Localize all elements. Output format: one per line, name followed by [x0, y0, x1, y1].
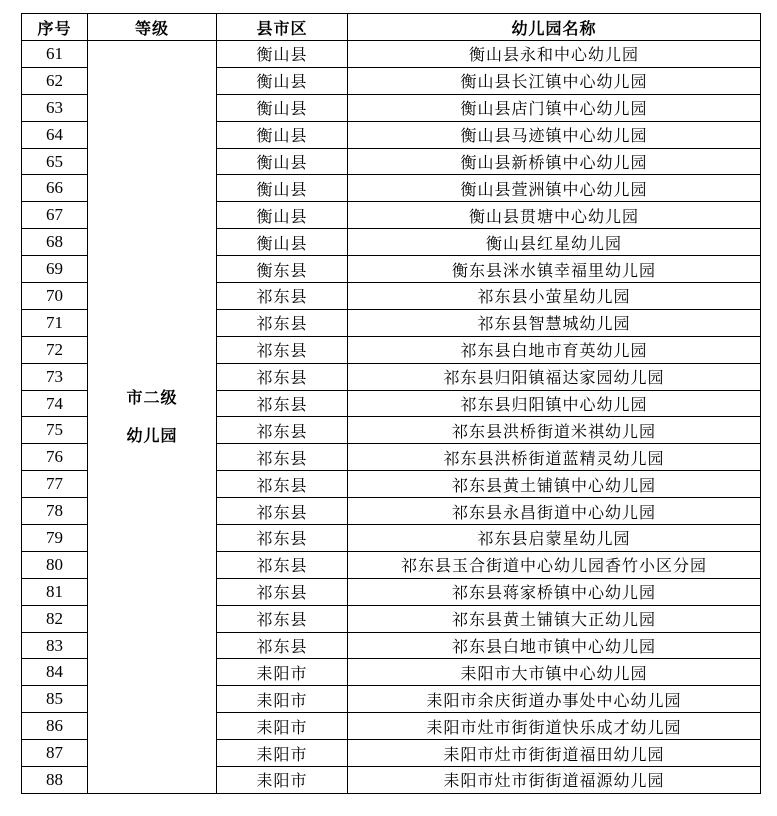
kindergarten-name-cell: 祁东县黄土铺镇大正幼儿园: [348, 605, 761, 632]
table-header-row: [22, 14, 761, 41]
row-number: 77: [22, 471, 88, 498]
kindergarten-name-cell: 祁东县小萤星幼儿园: [348, 283, 761, 310]
row-number: 70: [22, 283, 88, 310]
row-number: 61: [22, 41, 88, 68]
kindergarten-table: [21, 13, 761, 794]
kindergarten-name-cell: 衡山县马迹镇中心幼儿园: [348, 121, 761, 148]
row-number: 76: [22, 444, 88, 471]
row-number: 82: [22, 605, 88, 632]
row-number: 69: [22, 256, 88, 283]
kindergarten-name-cell: 祁东县归阳镇福达家园幼儿园: [348, 363, 761, 390]
county-cell: 祁东县: [217, 336, 348, 363]
row-number: 62: [22, 67, 88, 94]
row-number: 64: [22, 121, 88, 148]
kindergarten-name-cell: 祁东县白地市镇中心幼儿园: [348, 632, 761, 659]
row-number: 87: [22, 740, 88, 767]
kindergarten-name-cell: 衡山县红星幼儿园: [348, 229, 761, 256]
county-cell: 衡山县: [217, 148, 348, 175]
county-cell: 祁东县: [217, 444, 348, 471]
county-cell: 祁东县: [217, 498, 348, 525]
header-county: 县市区: [217, 14, 348, 41]
county-cell: 耒阳市: [217, 740, 348, 767]
county-cell: 祁东县: [217, 605, 348, 632]
county-cell: 祁东县: [217, 551, 348, 578]
county-cell: 祁东县: [217, 309, 348, 336]
kindergarten-name-cell: 衡山县永和中心幼儿园: [348, 41, 761, 68]
row-number: 81: [22, 578, 88, 605]
kindergarten-name-cell: 衡山县新桥镇中心幼儿园: [348, 148, 761, 175]
kindergarten-name-cell: 祁东县智慧城幼儿园: [348, 309, 761, 336]
level-label-line1: 市二级: [126, 387, 178, 407]
row-number: 73: [22, 363, 88, 390]
county-cell: 衡山县: [217, 202, 348, 229]
level-label-line2: 幼儿园: [126, 425, 178, 445]
row-number: 85: [22, 686, 88, 713]
row-number: 66: [22, 175, 88, 202]
row-number: 65: [22, 148, 88, 175]
kindergarten-name-cell: 衡山县店门镇中心幼儿园: [348, 94, 761, 121]
table-body: [22, 41, 761, 794]
county-cell: 衡山县: [217, 94, 348, 121]
county-cell: 衡山县: [217, 67, 348, 94]
county-cell: 祁东县: [217, 471, 348, 498]
row-number: 84: [22, 659, 88, 686]
kindergarten-name-cell: 祁东县黄土铺镇中心幼儿园: [348, 471, 761, 498]
kindergarten-name-cell: 衡山县长江镇中心幼儿园: [348, 67, 761, 94]
county-cell: 耒阳市: [217, 713, 348, 740]
kindergarten-name-cell: 耒阳市余庆街道办事处中心幼儿园: [348, 686, 761, 713]
kindergarten-name-cell: 耒阳市灶市街街道福田幼儿园: [348, 740, 761, 767]
row-number: 68: [22, 229, 88, 256]
kindergarten-name-cell: 耒阳市灶市街街道快乐成才幼儿园: [348, 713, 761, 740]
county-cell: 衡山县: [217, 175, 348, 202]
county-cell: 衡山县: [217, 41, 348, 68]
county-cell: 衡山县: [217, 121, 348, 148]
kindergarten-name-cell: 耒阳市大市镇中心幼儿园: [348, 659, 761, 686]
row-number: 71: [22, 309, 88, 336]
row-number: 72: [22, 336, 88, 363]
row-number: 79: [22, 525, 88, 552]
row-number: 88: [22, 767, 88, 794]
county-cell: 祁东县: [217, 363, 348, 390]
county-cell: 耒阳市: [217, 686, 348, 713]
kindergarten-name-cell: 衡山县萱洲镇中心幼儿园: [348, 175, 761, 202]
kindergarten-name-cell: 祁东县白地市育英幼儿园: [348, 336, 761, 363]
county-cell: 耒阳市: [217, 659, 348, 686]
row-number: 80: [22, 551, 88, 578]
county-cell: 衡东县: [217, 256, 348, 283]
county-cell: 祁东县: [217, 525, 348, 552]
county-cell: 祁东县: [217, 632, 348, 659]
kindergarten-name-cell: 衡山县贯塘中心幼儿园: [348, 202, 761, 229]
row-number: 67: [22, 202, 88, 229]
county-cell: 衡山县: [217, 229, 348, 256]
row-number: 78: [22, 498, 88, 525]
row-number: 86: [22, 713, 88, 740]
kindergarten-name-cell: 祁东县玉合街道中心幼儿园香竹小区分园: [348, 551, 761, 578]
row-number: 75: [22, 417, 88, 444]
kindergarten-name-cell: 祁东县归阳镇中心幼儿园: [348, 390, 761, 417]
row-number: 83: [22, 632, 88, 659]
kindergarten-name-cell: 祁东县洪桥街道米祺幼儿园: [348, 417, 761, 444]
header-no: 序号: [22, 14, 88, 41]
kindergarten-name-cell: 衡东县洣水镇幸福里幼儿园: [348, 256, 761, 283]
kindergarten-name-cell: 祁东县蒋家桥镇中心幼儿园: [348, 578, 761, 605]
county-cell: 祁东县: [217, 283, 348, 310]
county-cell: 祁东县: [217, 390, 348, 417]
header-level: 等级: [88, 14, 217, 41]
kindergarten-name-cell: 耒阳市灶市街街道福源幼儿园: [348, 767, 761, 794]
row-number: 63: [22, 94, 88, 121]
kindergarten-name-cell: 祁东县启蒙星幼儿园: [348, 525, 761, 552]
county-cell: 祁东县: [217, 578, 348, 605]
kindergarten-name-cell: 祁东县洪桥街道蓝精灵幼儿园: [348, 444, 761, 471]
table-row: [22, 41, 761, 68]
level-cell: [88, 41, 217, 794]
county-cell: 耒阳市: [217, 767, 348, 794]
header-name: 幼儿园名称: [348, 14, 761, 41]
county-cell: 祁东县: [217, 417, 348, 444]
kindergarten-name-cell: 祁东县永昌街道中心幼儿园: [348, 498, 761, 525]
row-number: 74: [22, 390, 88, 417]
